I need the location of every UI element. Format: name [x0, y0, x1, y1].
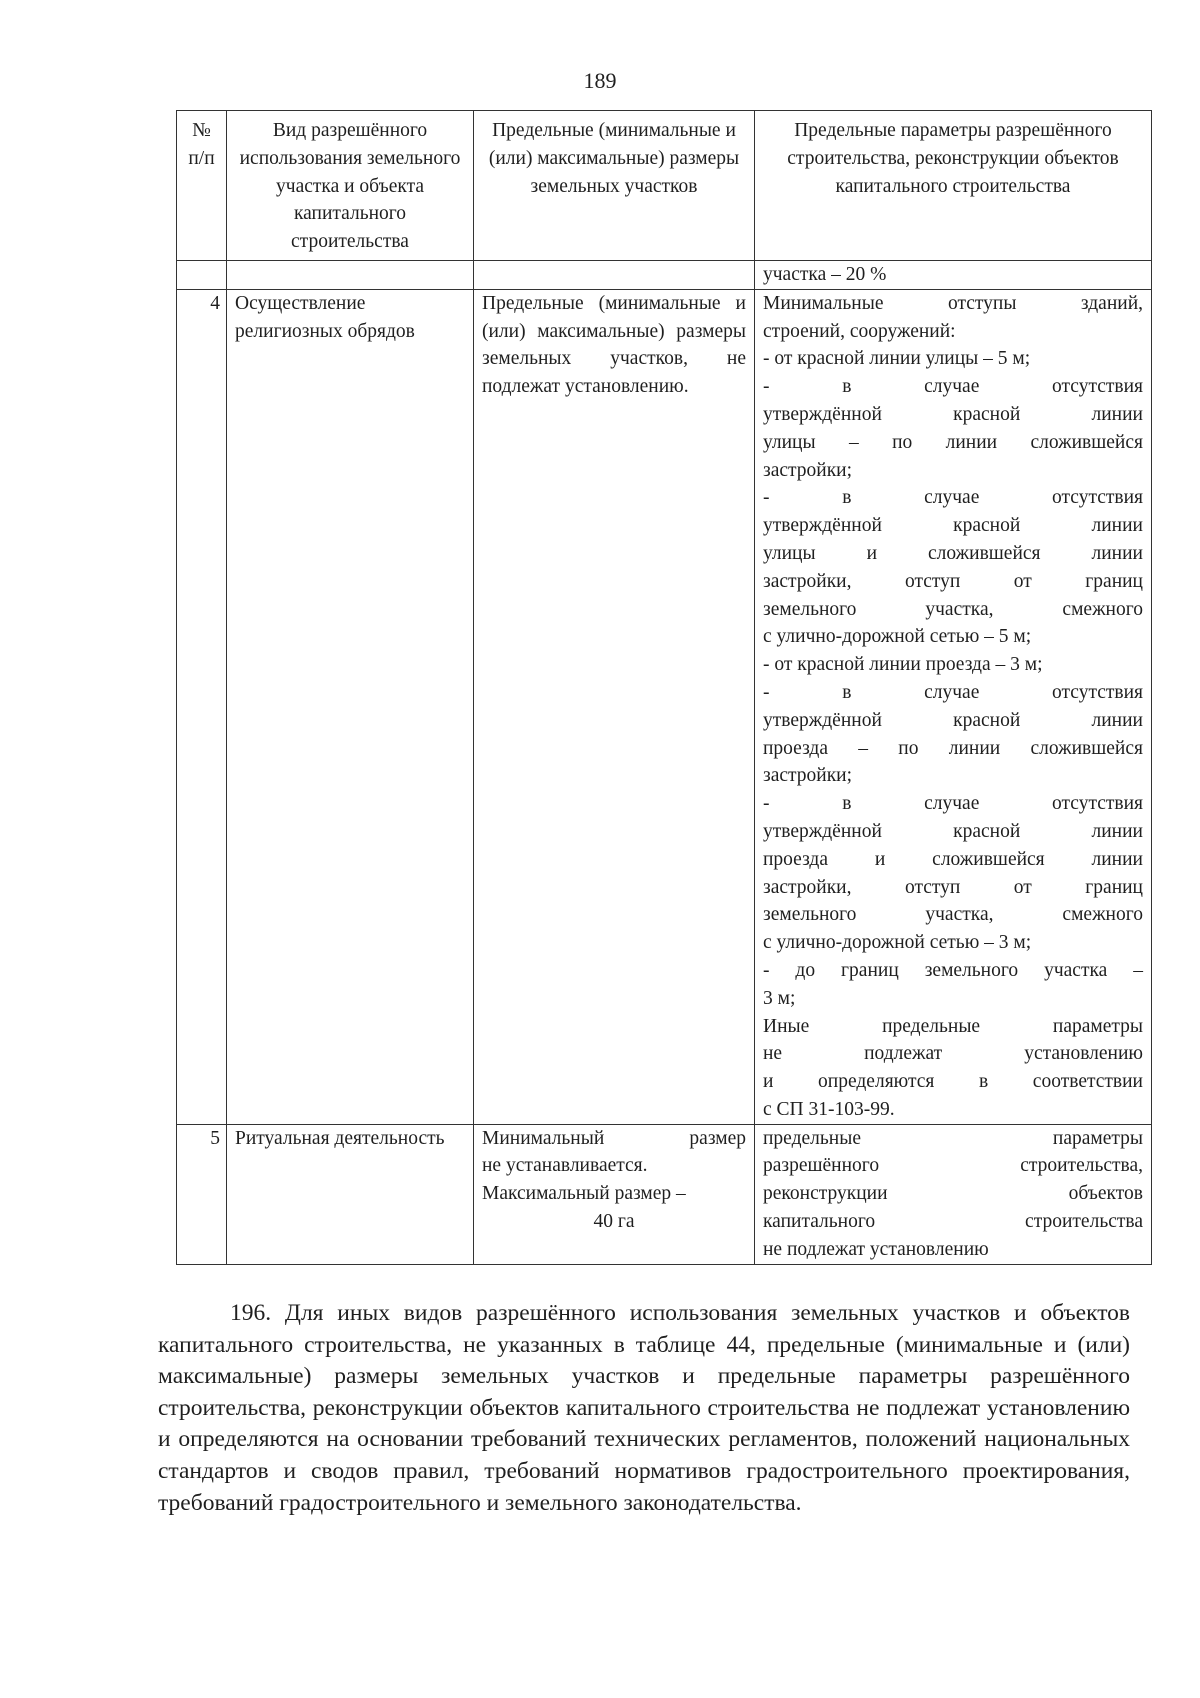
params-line: 3 м; [763, 987, 796, 1009]
params-line: - от красной линии улицы – 5 м; [763, 348, 1031, 370]
regulations-table [176, 110, 1152, 1265]
params-line: - в случае отсутствия [763, 487, 1143, 509]
params-line: не подлежат установлению [763, 1238, 989, 1260]
params-line: Минимальные отступы зданий, [763, 292, 1143, 314]
page-number: 189 [583, 68, 617, 93]
table-row [177, 1124, 1152, 1264]
params-line: застройки, отступ от границ [763, 570, 1143, 592]
params-line: застройки, отступ от границ [763, 876, 1143, 898]
continuation-use-cell [227, 260, 474, 289]
plot-size-line: Максимальный размер – [482, 1183, 686, 1205]
continuation-num-cell [177, 260, 227, 289]
continuation-size-cell [474, 260, 755, 289]
params-line: утверждённой красной линии [763, 515, 1143, 537]
table-row-continuation [177, 260, 1152, 289]
params-line: утверждённой красной линии [763, 820, 1143, 842]
header-build-params: Предельные параметры разрешённого строительства, реконструкции объектов капитального строительства [755, 111, 1152, 261]
params-line: - до границ земельного участка – [763, 959, 1143, 981]
row-params [755, 289, 1152, 1124]
plot-size-line: Минимальный размер [482, 1127, 746, 1149]
row-plot-size [474, 1124, 755, 1264]
plot-size-line: 40 га [593, 1211, 635, 1233]
plot-size-line: не устанавливается. [482, 1155, 648, 1177]
params-line: не подлежат установлению [763, 1043, 1143, 1065]
table-row [177, 289, 1152, 1124]
params-line: проезда – по линии сложившейся [763, 737, 1143, 759]
params-line: предельные параметры [763, 1127, 1143, 1149]
closing-paragraph: 196. Для иных видов разрешённого использования земельных участков и объектов капитального строительства, не указанных в таблице 44, предельные (минимальные и (или) максимальные) размеры земельных участков и предельные параметры разрешённого строительства, реконструкции объектов капитального строительства не подлежат установлению и определяются на основании требований технических регламентов, положений национальных стандартов и сводов правил, требований нормативов градостроительного проектирования, требований градостроительного и земельного законодательства. [158, 1300, 1130, 1516]
params-line: земельного участка, смежного [763, 904, 1143, 926]
params-line: реконструкции объектов [763, 1183, 1143, 1205]
params-line: утверждённой красной линии [763, 403, 1143, 425]
params-line: утверждённой красной линии [763, 709, 1143, 731]
params-line: строений, сооружений: [763, 320, 956, 342]
params-line: улицы и сложившейся линии [763, 542, 1143, 564]
params-line: застройки; [763, 765, 853, 787]
params-line: застройки; [763, 459, 853, 481]
row-use-type: Ритуальная деятельность [227, 1124, 474, 1264]
params-line: - в случае отсутствия [763, 681, 1143, 703]
row-plot-size: Предельные (минимальные и (или) максимальные) размеры земельных участков, не подлежат установлению. [474, 289, 755, 1124]
params-line: Иные предельные параметры [763, 1015, 1143, 1037]
header-use-type: Вид разрешённого использования земельного участка и объекта капитального строительства [227, 111, 474, 261]
continuation-params-cell: участка – 20 % [755, 260, 1152, 289]
row-number: 5 [177, 1124, 227, 1264]
params-line: земельного участка, смежного [763, 598, 1143, 620]
table-header-row [177, 111, 1152, 261]
row-number: 4 [177, 289, 227, 1124]
header-number: № п/п [177, 111, 227, 261]
params-line: с улично-дорожной сетью – 5 м; [763, 626, 1032, 648]
params-line: с СП 31-103-99. [763, 1098, 895, 1120]
params-line: - от красной линии проезда – 3 м; [763, 654, 1043, 676]
params-line: проезда и сложившейся линии [763, 848, 1143, 870]
params-line: разрешённого строительства, [763, 1155, 1143, 1177]
params-line: - в случае отсутствия [763, 376, 1143, 398]
row-use-type: Осуществление религиозных обрядов [227, 289, 474, 1124]
params-line: улицы – по линии сложившейся [763, 431, 1143, 453]
row-params [755, 1124, 1152, 1264]
params-line: с улично-дорожной сетью – 3 м; [763, 932, 1032, 954]
params-line: капитального строительства [763, 1211, 1143, 1233]
header-plot-size: Предельные (минимальные и (или) максимальные) размеры земельных участков [474, 111, 755, 261]
params-line: - в случае отсутствия [763, 793, 1143, 815]
params-line: и определяются в соответствии [763, 1071, 1143, 1093]
